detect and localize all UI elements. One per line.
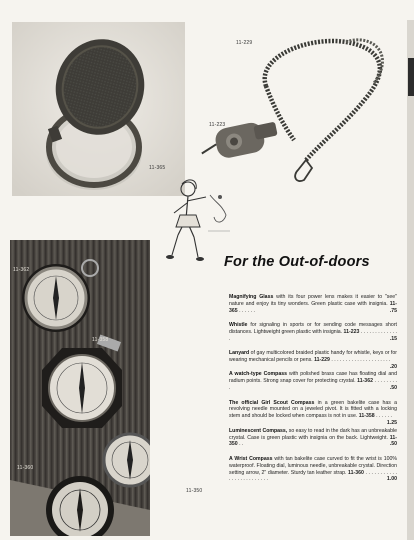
lanyard-figure-label: 11-229 [236,40,253,46]
compass-photo [10,240,150,536]
section-heading: For the Out-of-doors [224,253,370,270]
item-magnifying-glass: Magnifying Glass with its four power lens makes it easier to "see" nature and enjoy its tiny wonders. Green plastic case with insignia. 11-365 . . . . . . .75 [229,294,397,314]
item-girl-scout-compass: The official Girl Scout Compass in a green bakelite case has a revolving needle mounted on a jeweled pivot. It is fitted with a locking stem and should be locked when compass is not in use. 11-358 . . . . . . 1.25 [229,399,397,427]
item-lanyard: Lanyard of gay multicolored braided plastic handy for whistle, keys or for wearing mechanical pencils or pens. 11-229 . . . . . . . . . . . . . . . . . . . . . .20 [229,350,397,371]
whistle-figure-label: 11-223 [209,122,226,128]
item-whistle: Whistle for signaling in sports or for sending code messages short distances. Lightweight green plastic with insignia. 11-223 . . . . . . . . . . . . . . .15 [229,322,397,342]
compass-360-figure-label: 11-360 [17,465,34,471]
magnifying-glass-photo [12,22,185,196]
compass-362-figure-label: 11-362 [13,267,30,273]
page-edge-tab [407,20,414,540]
compass-350-figure-label: 11-350 [186,488,203,494]
page-edge-marker [408,58,414,96]
item-luminescent-compass: Luminescent Compass, so easy to read in the dark has an unbreakable crystal. Case is green plastic with insignia on the back. Lightweight. 11-350 . . .50 [229,427,397,448]
item-wrist-compass: A Wrist Compass with tan bakelite case curved to fit the wrist is 100% waterproof. Floating dial, luminous needle, unbreakable crystal. Direction setting arrow, 2" diameter. Sturdy tan leather strap. 11-360 . . . . . . . . . . . . . . . . . . . . . . . . . 1.00 [229,455,397,483]
item-descriptions [229,294,397,491]
compass-358-figure-label: 11-358 [92,337,109,343]
magnifier-figure-label: 11-365 [149,165,166,171]
item-watch-compass: A watch-type Compass with polished brass case has floating dial and radium points. Strong snap cover for protecting crystal. 11-362 . . . . . . . . . .50 [229,371,397,392]
compass-collage-illustration [10,240,150,536]
